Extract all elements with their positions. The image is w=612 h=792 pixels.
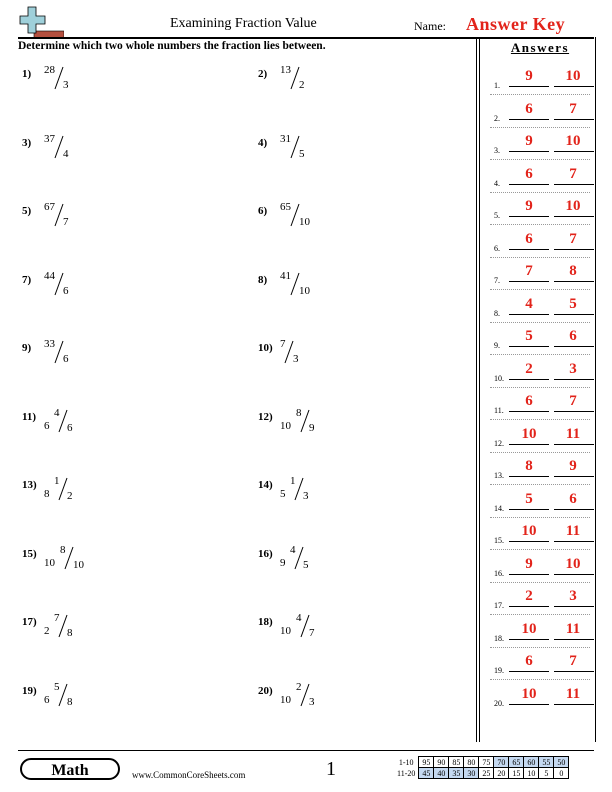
answer-underline bbox=[509, 639, 549, 640]
denominator: 5 bbox=[299, 147, 305, 160]
answer-underline bbox=[554, 444, 594, 445]
answer-index: 4. bbox=[494, 178, 500, 188]
denominator: 3 bbox=[309, 695, 315, 708]
score-cell: 75 bbox=[479, 757, 494, 768]
answer-lower: 6 bbox=[525, 230, 533, 247]
answer-index: 2. bbox=[494, 113, 500, 123]
answer-underline bbox=[554, 704, 594, 705]
score-row bbox=[395, 768, 569, 779]
answer-upper: 11 bbox=[565, 620, 581, 637]
answer-upper: 11 bbox=[565, 685, 581, 702]
score-cell: 85 bbox=[449, 757, 464, 768]
score-cell: 65 bbox=[509, 757, 524, 768]
numerator: 1 bbox=[290, 475, 296, 487]
answer-lower: 9 bbox=[525, 133, 533, 149]
numerator: 7 bbox=[54, 612, 60, 624]
problem-number: 2) bbox=[258, 68, 268, 80]
whole-part: 8 bbox=[44, 488, 50, 500]
answer-separator bbox=[490, 614, 590, 615]
answer-index: 10. bbox=[494, 373, 504, 383]
whole-part: 5 bbox=[280, 488, 286, 500]
answer-underline bbox=[509, 281, 549, 282]
answer-underline bbox=[509, 184, 549, 185]
answer-lower: 6 bbox=[525, 393, 533, 409]
fraction bbox=[44, 270, 94, 302]
answer-separator bbox=[490, 549, 590, 550]
answer-separator bbox=[490, 679, 590, 680]
answer-lower: 2 bbox=[525, 360, 533, 377]
answer-separator bbox=[490, 224, 590, 225]
header-divider bbox=[18, 37, 594, 39]
page-number: 1 bbox=[326, 758, 336, 780]
problem-number: 14) bbox=[258, 479, 273, 491]
answer-lower: 6 bbox=[525, 100, 533, 117]
answer-upper: 10 bbox=[565, 555, 581, 572]
score-range-label: 1-10 bbox=[398, 757, 414, 767]
denominator: 4 bbox=[63, 147, 69, 160]
answer-underline bbox=[509, 346, 549, 347]
answer-underline bbox=[554, 314, 594, 315]
answer-lower: 9 bbox=[525, 198, 533, 214]
answer-underline bbox=[509, 444, 549, 445]
answer-lower: 8 bbox=[525, 458, 533, 474]
denominator: 7 bbox=[63, 216, 69, 228]
problem-number: 9) bbox=[22, 342, 32, 354]
answer-separator bbox=[490, 419, 590, 420]
answer-underline bbox=[509, 314, 549, 315]
numerator: 41 bbox=[280, 269, 291, 282]
instructions: Determine which two whole numbers the fraction lies between. bbox=[18, 40, 326, 52]
answer-separator bbox=[490, 647, 590, 648]
problem-item bbox=[22, 133, 202, 173]
answer-upper: 11 bbox=[565, 425, 581, 442]
answer-underline bbox=[554, 249, 594, 250]
whole-part: 10 bbox=[280, 625, 291, 637]
answer-lower: 9 bbox=[525, 68, 533, 84]
answer-index: 13. bbox=[494, 471, 504, 480]
answer-underline bbox=[554, 184, 594, 185]
answer-underline bbox=[509, 249, 549, 250]
answer-lower: 5 bbox=[525, 328, 533, 344]
score-cell: 95 bbox=[419, 757, 434, 768]
answer-upper: 7 bbox=[569, 100, 577, 117]
answer-underline bbox=[509, 509, 549, 510]
denominator: 2 bbox=[67, 490, 73, 502]
problem-number: 4) bbox=[258, 136, 268, 149]
whole-part: 10 bbox=[280, 693, 291, 706]
answer-upper: 7 bbox=[569, 230, 577, 247]
problem-item bbox=[258, 133, 438, 173]
answer-index: 15. bbox=[494, 536, 504, 545]
fraction bbox=[44, 338, 94, 370]
fraction bbox=[280, 338, 330, 370]
problem-item bbox=[22, 270, 202, 310]
score-cell: 45 bbox=[419, 768, 434, 779]
fraction bbox=[280, 133, 330, 165]
answer-underline bbox=[554, 606, 594, 607]
problem-number: 1) bbox=[22, 68, 32, 80]
problem-number: 10) bbox=[258, 342, 273, 354]
answer-key-label: Answer Key bbox=[466, 14, 566, 34]
score-cell: 60 bbox=[524, 757, 539, 768]
fraction bbox=[280, 407, 330, 439]
answer-index: 17. bbox=[494, 601, 504, 610]
denominator: 10 bbox=[299, 216, 310, 228]
plus-logo-icon bbox=[18, 5, 64, 39]
answer-upper: 11 bbox=[565, 523, 581, 539]
score-cell: 55 bbox=[539, 757, 554, 768]
denominator: 5 bbox=[303, 558, 309, 571]
answer-underline bbox=[509, 411, 549, 412]
denominator: 8 bbox=[67, 627, 73, 639]
answer-underline bbox=[509, 86, 549, 87]
denominator: 8 bbox=[67, 695, 73, 708]
answer-underline bbox=[554, 411, 594, 412]
fraction bbox=[280, 64, 330, 96]
problem-number: 6) bbox=[258, 205, 268, 217]
score-cell: 70 bbox=[494, 757, 509, 768]
problem-item bbox=[22, 544, 202, 584]
answer-lower: 9 bbox=[525, 555, 533, 572]
problem-item bbox=[22, 681, 202, 721]
numerator: 33 bbox=[44, 338, 55, 350]
numerator: 44 bbox=[44, 269, 55, 282]
answer-lower: 5 bbox=[525, 490, 533, 507]
fraction bbox=[44, 407, 94, 439]
answer-separator bbox=[490, 127, 590, 128]
numerator: 31 bbox=[280, 132, 291, 145]
fraction bbox=[44, 612, 94, 644]
answer-lower: 4 bbox=[525, 295, 533, 312]
problem-number: 12) bbox=[258, 410, 273, 423]
answer-index: 16. bbox=[494, 568, 504, 578]
fraction bbox=[280, 270, 330, 302]
numerator: 8 bbox=[60, 543, 66, 556]
answer-underline bbox=[509, 379, 549, 380]
fraction bbox=[44, 133, 94, 165]
score-cell: 10 bbox=[524, 768, 539, 779]
page-title: Examining Fraction Value bbox=[170, 16, 317, 31]
numerator: 67 bbox=[44, 201, 55, 213]
score-cell: 80 bbox=[464, 757, 479, 768]
answer-underline bbox=[509, 216, 549, 217]
answer-lower: 6 bbox=[525, 653, 533, 669]
fraction bbox=[44, 475, 94, 507]
answer-underline bbox=[509, 671, 549, 672]
whole-part: 6 bbox=[44, 419, 50, 432]
answer-index: 18. bbox=[494, 633, 504, 643]
whole-part: 10 bbox=[280, 419, 291, 432]
fraction bbox=[280, 201, 330, 233]
answer-separator bbox=[490, 192, 590, 193]
answer-separator bbox=[490, 452, 590, 453]
answer-underline bbox=[554, 509, 594, 510]
answer-index: 8. bbox=[494, 308, 500, 318]
problem-item bbox=[22, 64, 202, 104]
panel-border bbox=[595, 37, 596, 742]
answer-underline bbox=[554, 346, 594, 347]
answer-separator bbox=[490, 94, 590, 95]
fraction bbox=[280, 475, 330, 507]
numerator: 4 bbox=[290, 543, 296, 556]
problem-number: 11) bbox=[22, 410, 37, 423]
denominator: 3 bbox=[63, 79, 69, 91]
numerator: 65 bbox=[280, 201, 291, 213]
answer-underline bbox=[554, 574, 594, 575]
score-cell: 0 bbox=[554, 768, 569, 779]
problem-item bbox=[22, 201, 202, 241]
problem-number: 7) bbox=[22, 273, 32, 286]
answer-upper: 7 bbox=[569, 393, 577, 409]
answer-underline bbox=[554, 541, 594, 542]
fraction bbox=[44, 681, 94, 713]
denominator: 7 bbox=[309, 627, 315, 639]
answer-upper: 6 bbox=[569, 328, 577, 344]
problem-number: 18) bbox=[258, 616, 273, 628]
answer-underline bbox=[509, 119, 549, 120]
score-cell: 40 bbox=[434, 768, 449, 779]
fraction bbox=[44, 544, 94, 576]
answer-underline bbox=[509, 476, 549, 477]
problem-item bbox=[258, 612, 438, 652]
answer-separator bbox=[490, 257, 590, 258]
problem-number: 15) bbox=[22, 547, 37, 560]
answer-index: 20. bbox=[494, 698, 504, 708]
answer-underline bbox=[554, 671, 594, 672]
answer-separator bbox=[490, 322, 590, 323]
answer-underline bbox=[509, 151, 549, 152]
problem-number: 5) bbox=[22, 205, 32, 217]
score-cell: 25 bbox=[479, 768, 494, 779]
whole-part: 10 bbox=[44, 556, 55, 569]
score-cell: 35 bbox=[449, 768, 464, 779]
numerator: 28 bbox=[44, 64, 55, 76]
answer-lower: 10 bbox=[521, 620, 537, 637]
numerator: 8 bbox=[296, 406, 302, 419]
numerator: 37 bbox=[44, 132, 55, 145]
fraction bbox=[280, 612, 330, 644]
answer-upper: 3 bbox=[569, 588, 577, 604]
answer-upper: 3 bbox=[569, 360, 577, 377]
site-url: www.CommonCoreSheets.com bbox=[132, 770, 246, 780]
panel-divider bbox=[479, 37, 480, 742]
problem-number: 3) bbox=[22, 136, 32, 149]
answer-separator bbox=[490, 582, 590, 583]
answer-index: 12. bbox=[494, 438, 504, 448]
whole-part: 2 bbox=[44, 625, 50, 637]
denominator: 3 bbox=[293, 353, 299, 365]
score-cell: 50 bbox=[554, 757, 569, 768]
score-cell: 5 bbox=[539, 768, 554, 779]
subject-badge: Math bbox=[20, 758, 120, 780]
answer-index: 6. bbox=[494, 243, 500, 253]
problem-number: 16) bbox=[258, 547, 273, 560]
name-label: Name: bbox=[414, 19, 446, 33]
answer-underline bbox=[509, 606, 549, 607]
answer-underline bbox=[554, 476, 594, 477]
fraction bbox=[280, 544, 330, 576]
answer-separator bbox=[490, 354, 590, 355]
answer-index: 1. bbox=[494, 81, 500, 90]
numerator: 2 bbox=[296, 680, 302, 693]
denominator: 6 bbox=[63, 353, 69, 365]
numerator: 4 bbox=[54, 406, 60, 419]
answers-heading: Answers bbox=[510, 40, 570, 55]
problem-item bbox=[22, 475, 202, 515]
score-cell: 20 bbox=[494, 768, 509, 779]
problem-item bbox=[22, 338, 202, 378]
score-cell: 30 bbox=[464, 768, 479, 779]
answer-underline bbox=[509, 574, 549, 575]
answer-index: 19. bbox=[494, 666, 504, 675]
answer-underline bbox=[554, 639, 594, 640]
score-table bbox=[395, 756, 569, 779]
answer-index: 9. bbox=[494, 341, 500, 350]
numerator: 1 bbox=[54, 475, 60, 487]
answer-index: 5. bbox=[494, 211, 500, 220]
answer-separator bbox=[490, 387, 590, 388]
answer-lower: 2 bbox=[525, 588, 533, 604]
answer-index: 14. bbox=[494, 503, 504, 513]
whole-part: 9 bbox=[280, 556, 286, 569]
answer-lower: 10 bbox=[521, 523, 537, 539]
answer-upper: 6 bbox=[569, 490, 577, 507]
problem-item bbox=[258, 201, 438, 241]
denominator: 6 bbox=[63, 284, 69, 297]
answer-underline bbox=[554, 119, 594, 120]
answer-separator bbox=[490, 289, 590, 290]
whole-part: 6 bbox=[44, 693, 50, 706]
numerator: 13 bbox=[280, 64, 291, 76]
answer-underline bbox=[554, 86, 594, 87]
denominator: 9 bbox=[309, 421, 315, 434]
answer-lower: 10 bbox=[521, 425, 537, 442]
numerator: 4 bbox=[296, 612, 302, 624]
denominator: 2 bbox=[299, 79, 305, 91]
answer-upper: 7 bbox=[569, 653, 577, 669]
answer-underline bbox=[509, 704, 549, 705]
score-row bbox=[395, 757, 569, 768]
score-range-label: 11-20 bbox=[397, 768, 416, 778]
problem-item bbox=[258, 407, 438, 447]
answer-index: 7. bbox=[494, 276, 500, 285]
problem-item bbox=[22, 612, 202, 652]
answer-upper: 5 bbox=[569, 295, 577, 312]
answer-upper: 7 bbox=[569, 165, 577, 182]
problem-number: 13) bbox=[22, 479, 37, 491]
problem-number: 8) bbox=[258, 273, 268, 286]
answer-upper: 10 bbox=[565, 198, 581, 214]
footer-divider bbox=[18, 750, 594, 751]
answer-index: 11. bbox=[494, 406, 504, 415]
answer-lower: 6 bbox=[525, 165, 533, 182]
answer-separator bbox=[490, 159, 590, 160]
problem-number: 20) bbox=[258, 684, 273, 697]
problem-item bbox=[258, 475, 438, 515]
numerator: 7 bbox=[280, 338, 286, 350]
answer-underline bbox=[554, 281, 594, 282]
problem-item bbox=[258, 681, 438, 721]
answer-upper: 10 bbox=[565, 68, 581, 84]
answer-lower: 10 bbox=[521, 685, 537, 702]
answer-upper: 10 bbox=[565, 133, 581, 149]
answer-underline bbox=[509, 541, 549, 542]
answer-underline bbox=[554, 379, 594, 380]
answer-row bbox=[494, 686, 594, 716]
answer-underline bbox=[554, 151, 594, 152]
panel-divider bbox=[476, 37, 477, 742]
problem-item bbox=[258, 270, 438, 310]
answer-lower: 7 bbox=[525, 263, 533, 279]
score-cell: 90 bbox=[434, 757, 449, 768]
answer-separator bbox=[490, 517, 590, 518]
problem-number: 19) bbox=[22, 684, 37, 697]
answer-upper: 9 bbox=[569, 458, 577, 474]
answer-underline bbox=[554, 216, 594, 217]
answer-index: 3. bbox=[494, 146, 500, 155]
fraction bbox=[44, 201, 94, 233]
fraction bbox=[44, 64, 94, 96]
problem-item bbox=[22, 407, 202, 447]
problem-item bbox=[258, 338, 438, 378]
denominator: 10 bbox=[73, 558, 84, 571]
problem-item bbox=[258, 544, 438, 584]
problem-number: 17) bbox=[22, 616, 37, 628]
denominator: 10 bbox=[299, 284, 310, 297]
fraction bbox=[280, 681, 330, 713]
denominator: 3 bbox=[303, 490, 309, 502]
answer-separator bbox=[490, 484, 590, 485]
problem-item bbox=[258, 64, 438, 104]
denominator: 6 bbox=[67, 421, 73, 434]
numerator: 5 bbox=[54, 680, 60, 693]
score-cell: 15 bbox=[509, 768, 524, 779]
answer-upper: 8 bbox=[569, 263, 577, 279]
